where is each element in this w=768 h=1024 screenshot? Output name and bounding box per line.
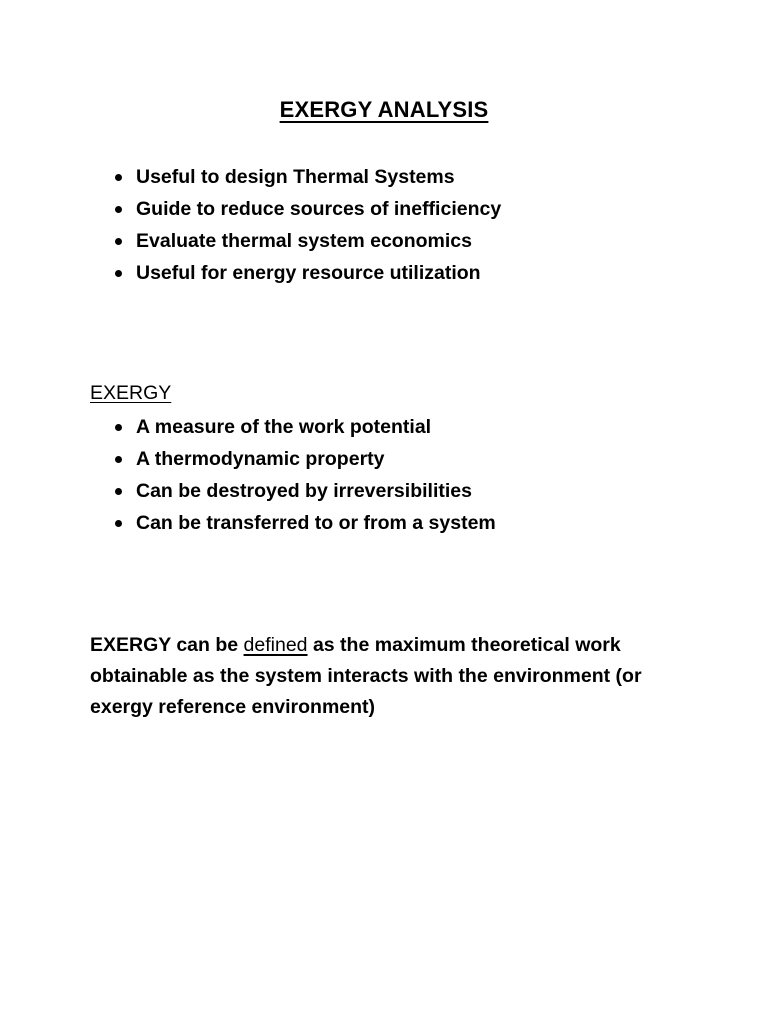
- list-item: [112, 257, 501, 289]
- list-item: [112, 193, 501, 225]
- bullet-icon: [115, 174, 122, 181]
- exergy-bullet-list: [112, 411, 496, 539]
- list-item-text: Useful to design Thermal Systems: [136, 166, 455, 188]
- exergy-definition-paragraph: [90, 630, 690, 723]
- bullet-icon: [115, 270, 122, 277]
- list-item-text: Guide to reduce sources of inefficiency: [136, 198, 502, 220]
- list-item: [112, 225, 501, 257]
- definition-line: [90, 630, 690, 661]
- bullet-icon: [115, 238, 122, 245]
- exergy-section-heading: EXERGY: [90, 382, 172, 404]
- definition-line1-rest: as the maximum theoretical work: [307, 634, 621, 656]
- list-item-text: Can be transferred to or from a system: [136, 512, 496, 534]
- definition-line: exergy reference environment): [90, 696, 376, 718]
- list-item: [112, 411, 496, 443]
- bullet-icon: [115, 520, 122, 527]
- list-item-text: Evaluate thermal system economics: [136, 230, 472, 252]
- list-item-text: A measure of the work potential: [136, 416, 432, 438]
- list-item: [112, 507, 496, 539]
- list-item: [112, 443, 496, 475]
- list-item-text: A thermodynamic property: [136, 448, 385, 470]
- bullet-icon: [115, 206, 122, 213]
- analysis-bullet-list: [112, 161, 501, 289]
- document-title: EXERGY ANALYSIS: [279, 97, 489, 122]
- list-item: [112, 161, 501, 193]
- definition-prefix: EXERGY can be: [90, 634, 244, 656]
- list-item-text: Useful for energy resource utilization: [136, 262, 481, 284]
- list-item: [112, 475, 496, 507]
- definition-line: obtainable as the system interacts with the environment (or: [90, 665, 642, 687]
- bullet-icon: [115, 488, 122, 495]
- definition-underlined-word: defined: [243, 634, 308, 656]
- list-item-text: Can be destroyed by irreversibilities: [136, 480, 472, 502]
- bullet-icon: [115, 456, 122, 463]
- bullet-icon: [115, 424, 122, 431]
